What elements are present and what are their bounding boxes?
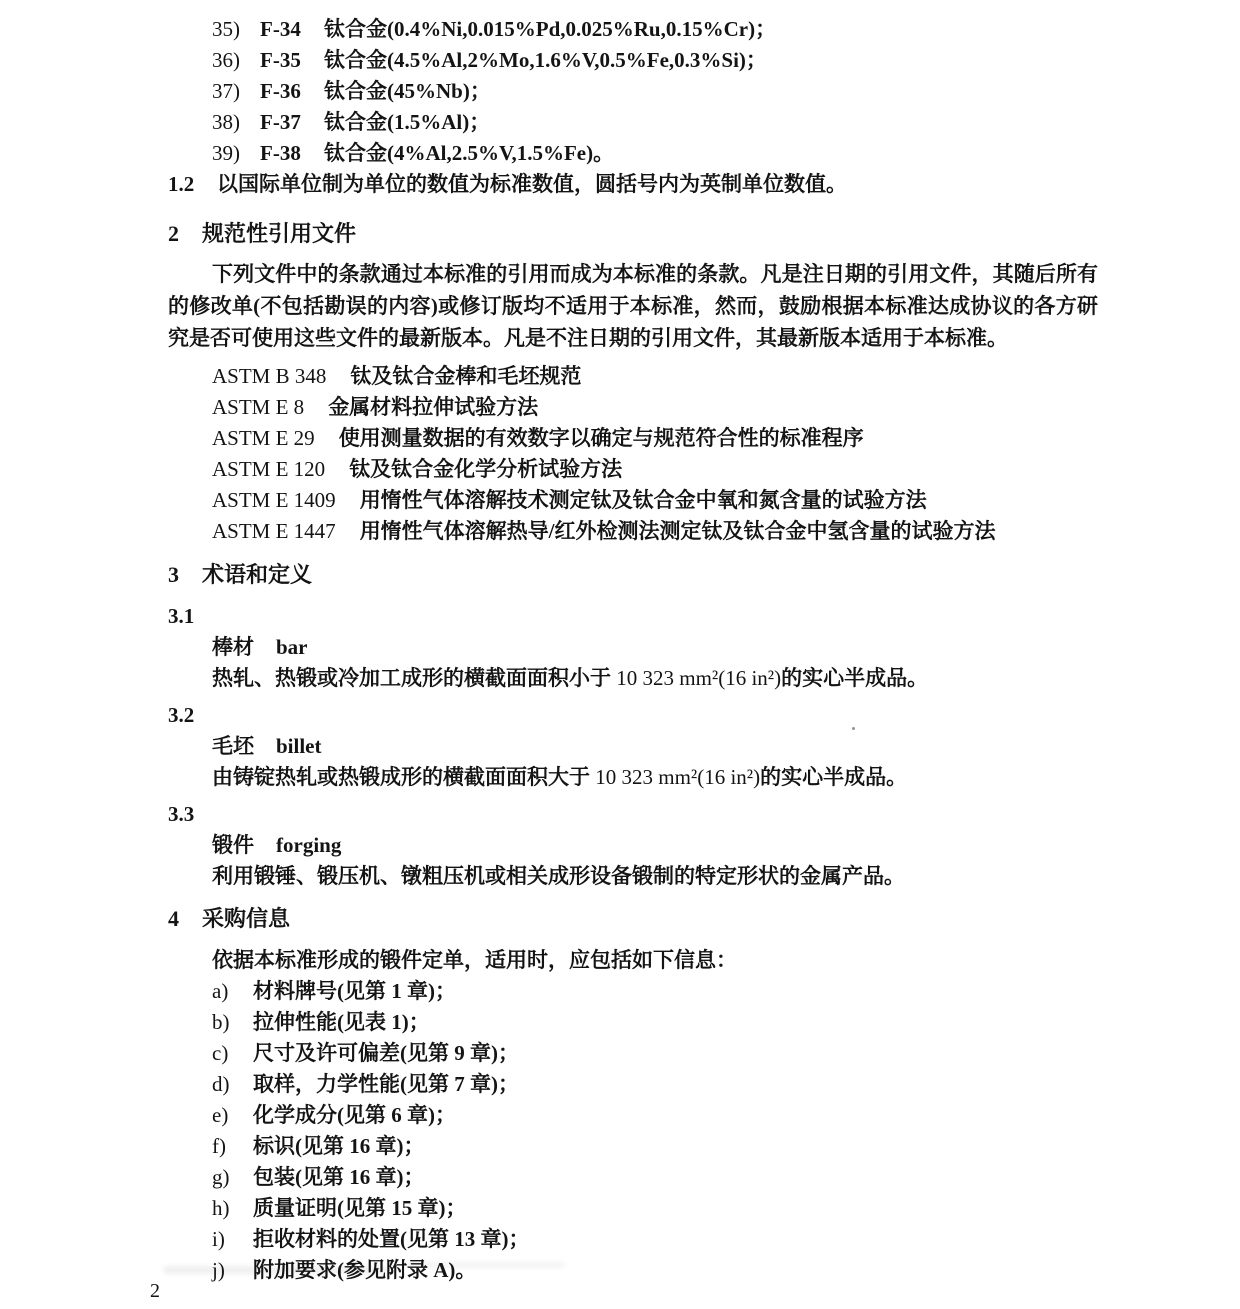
list-number: 36)	[212, 48, 240, 72]
scan-speck	[852, 727, 855, 730]
item-label: e)	[212, 1103, 229, 1127]
reference-code: ASTM B 348	[212, 364, 327, 388]
section-number: 4	[168, 906, 179, 931]
term-number-row	[168, 799, 1098, 830]
reference-item	[168, 392, 1098, 423]
reference-title: 金属材料拉伸试验方法	[328, 395, 539, 419]
item-label: g)	[212, 1165, 230, 1189]
grade-code: F-35	[260, 48, 301, 72]
reference-code: ASTM E 8	[212, 395, 305, 419]
reference-item	[168, 485, 1098, 516]
term-name-row	[168, 731, 1098, 762]
item-label: j)	[212, 1258, 225, 1282]
term-name-zh: 棒材	[212, 635, 254, 659]
reference-code: ASTM E 29	[212, 426, 315, 450]
section-2-paragraph: 下列文件中的条款通过本标准的引用而成为本标准的条款。凡是注日期的引用文件，其随后所有的修改单(不包括勘误的内容)或修订版均不适用于本标准，然而，鼓励根据本标准达成协议的各方研究是否可使用这些文件的最新版本。凡是不注日期的引用文件，其最新版本适用于本标准。	[168, 262, 1098, 350]
term-number: 3.2	[168, 703, 195, 727]
measurement-value: 10 323 mm²(16 in²)	[590, 765, 761, 789]
reference-item	[168, 454, 1098, 485]
section-4-heading	[168, 903, 1098, 934]
term-number: 3.1	[168, 604, 195, 628]
list-number: 37)	[212, 79, 240, 103]
term-number: 3.3	[168, 802, 195, 826]
reference-item	[168, 361, 1098, 392]
item-label: h)	[212, 1196, 230, 1220]
reference-title: 钛及钛合金棒和毛坯规范	[350, 364, 582, 388]
item-text: 取样，力学性能(见第 7 章)；	[253, 1072, 519, 1096]
grade-code: F-38	[260, 141, 301, 165]
term-name-zh: 锻件	[212, 833, 254, 857]
order-info-item	[168, 1162, 1098, 1193]
reference-item	[168, 423, 1098, 454]
measurement-value: 10 323 mm²(16 in²)	[611, 666, 782, 690]
order-info-item	[168, 1100, 1098, 1131]
definition-text: 由铸锭热轧或热锻成形的横截面面积大于 10 323 mm²(16 in²)的实心半成品。	[212, 765, 908, 789]
item-text: 化学成分(见第 6 章)；	[253, 1103, 456, 1127]
item-label: d)	[212, 1072, 230, 1096]
item-label: a)	[212, 979, 229, 1003]
section-number: 2	[168, 221, 179, 246]
item-label: b)	[212, 1010, 230, 1034]
item-label: i)	[212, 1227, 225, 1251]
alloy-list-item	[168, 45, 1098, 76]
section-title: 术语和定义	[202, 562, 313, 587]
reference-title: 使用测量数据的有效数字以确定与规范符合性的标准程序	[338, 426, 864, 450]
grade-description: 钛合金(45%Nb)；	[324, 79, 491, 103]
term-definition-row	[168, 663, 1098, 694]
definition-text: 热轧、热锻或冷加工成形的横截面面积小于 10 323 mm²(16 in²)的实心半成品。	[212, 666, 929, 690]
order-info-item	[168, 1069, 1098, 1100]
intro-text: 依据本标准形成的锻件定单，适用时，应包括如下信息：	[212, 948, 737, 972]
alloy-list-item	[168, 138, 1098, 169]
term-name-en: bar	[276, 635, 308, 659]
clause-text: 以国际单位制为单位的数值为标准数值，圆括号内为英制单位数值。	[217, 172, 847, 196]
page-number: 2	[150, 1280, 160, 1302]
term-name-row	[168, 830, 1098, 861]
item-text: 附加要求(参见附录 A)。	[253, 1258, 477, 1282]
term-name-row	[168, 632, 1098, 663]
section-number: 3	[168, 562, 179, 587]
order-info-item	[168, 1193, 1098, 1224]
item-label: f)	[212, 1134, 226, 1158]
alloy-list-item	[168, 107, 1098, 138]
grade-code: F-36	[260, 79, 301, 103]
grade-description: 钛合金(4.5%Al,2%Mo,1.6%V,0.5%Fe,0.3%Si)；	[324, 48, 767, 72]
item-text: 拒收材料的处置(见第 13 章)；	[253, 1227, 530, 1251]
reference-item	[168, 516, 1098, 547]
clause-1-2	[168, 169, 1098, 200]
term-definition-3-1	[168, 601, 1098, 694]
term-definition-3-3	[168, 799, 1098, 892]
order-info-item	[168, 1038, 1098, 1069]
item-text: 质量证明(见第 15 章)；	[253, 1196, 467, 1220]
item-text: 尺寸及许可偏差(见第 9 章)；	[253, 1041, 519, 1065]
order-info-item	[168, 1224, 1098, 1255]
document-page	[168, 14, 1098, 1286]
scan-smudge	[163, 1266, 388, 1274]
order-info-item	[168, 1007, 1098, 1038]
term-number-row	[168, 601, 1098, 632]
grade-description: 钛合金(0.4%Ni,0.015%Pd,0.025%Ru,0.15%Cr)；	[324, 17, 777, 41]
grade-code: F-34	[260, 17, 301, 41]
section-3-heading	[168, 559, 1098, 590]
order-info-item	[168, 1131, 1098, 1162]
item-label: c)	[212, 1041, 229, 1065]
reference-title: 用惰性气体溶解热导/红外检测法测定钛及钛合金中氢含量的试验方法	[359, 519, 996, 543]
section-title: 采购信息	[202, 906, 291, 931]
order-info-item	[168, 976, 1098, 1007]
grade-description: 钛合金(1.5%Al)；	[324, 110, 491, 134]
item-text: 材料牌号(见第 1 章)；	[253, 979, 456, 1003]
reference-code: ASTM E 1409	[212, 488, 336, 512]
list-number: 35)	[212, 17, 240, 41]
clause-number: 1.2	[168, 172, 195, 196]
order-info-list	[168, 976, 1098, 1286]
reference-code: ASTM E 120	[212, 457, 326, 481]
term-name-en: forging	[276, 833, 342, 857]
item-text: 标识(见第 16 章)；	[253, 1134, 425, 1158]
term-definition-row	[168, 861, 1098, 892]
grade-code: F-37	[260, 110, 301, 134]
scan-smudge	[405, 1262, 565, 1268]
definition-text: 利用锻锤、锻压机、镦粗压机或相关成形设备锻制的特定形状的金属产品。	[212, 864, 905, 888]
item-text: 包装(见第 16 章)；	[253, 1165, 425, 1189]
section-4-intro	[168, 945, 1098, 976]
term-number-row	[168, 700, 1098, 731]
reference-title: 钛及钛合金化学分析试验方法	[349, 457, 623, 481]
list-number: 39)	[212, 141, 240, 165]
reference-title: 用惰性气体溶解技术测定钛及钛合金中氧和氮含量的试验方法	[359, 488, 927, 512]
term-name-zh: 毛坯	[212, 734, 254, 758]
item-text: 拉伸性能(见表 1)；	[253, 1010, 430, 1034]
section-2-heading	[168, 218, 1098, 249]
term-definition-3-2	[168, 700, 1098, 793]
alloy-list-item	[168, 76, 1098, 107]
term-definition-row	[168, 762, 1098, 793]
alloy-list-item	[168, 14, 1098, 45]
list-number: 38)	[212, 110, 240, 134]
grade-description: 钛合金(4%Al,2.5%V,1.5%Fe)。	[324, 141, 615, 165]
section-title: 规范性引用文件	[202, 221, 357, 246]
reference-list	[168, 361, 1098, 547]
reference-code: ASTM E 1447	[212, 519, 336, 543]
term-name-en: billet	[276, 734, 322, 758]
